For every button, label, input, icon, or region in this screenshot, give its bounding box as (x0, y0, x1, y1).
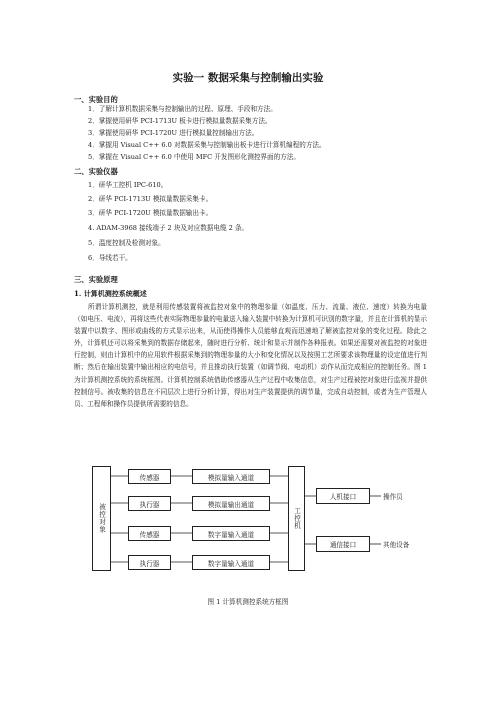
page-title: 实验一 数据采集与控制输出实验 (172, 72, 324, 84)
section-heading-purpose: 一、实验目的 (74, 95, 118, 104)
digital-channel-box: 数字量输入通道 (192, 555, 270, 570)
analog-input-channel-box: 模拟量输入通道 (192, 469, 270, 484)
sensor-box: 传感器 (128, 526, 171, 541)
purpose-item: 2．掌握使用研华 PCI-1713U 板卡进行模拟量数据采集方法。 (88, 117, 272, 125)
other-devices-label: 其他设备 (383, 541, 410, 549)
hmi-interface-box: 人机接口 (316, 488, 370, 504)
equipment-item: 2．研华 PCI-1713U 模拟量数据采集卡。 (88, 195, 213, 203)
subsection-heading: 1. 计算机测控系统概述 (74, 289, 147, 298)
section-heading-equipment: 二、实验仪器 (74, 167, 118, 176)
actuator-box: 执行器 (128, 555, 171, 570)
purpose-item: 5．掌握在 Visual C++ 6.0 中使用 MFC 开发图形化测控界面的方法。 (88, 153, 301, 161)
analog-output-channel-box: 模拟量输出通道 (192, 496, 270, 511)
equipment-item: 6．导线若干。 (88, 254, 132, 262)
sensor-box: 传感器 (128, 469, 171, 484)
digital-input-channel-box: 数字量输入通道 (192, 526, 270, 541)
equipment-item: 1．研华工控机 IPC-610。 (88, 181, 168, 189)
section-heading-principle: 三、实验原理 (74, 275, 118, 284)
purpose-item: 1．了解计算机数据采集与控制输出的过程、原理、手段和方法。 (88, 105, 277, 113)
equipment-item: 4. ADAM-3968 接线端子 2 块及对应数据电缆 2 条。 (88, 224, 249, 232)
figure-caption: 图 1 计算机测控系统方框图 (207, 598, 289, 606)
comm-interface-box: 通信接口 (316, 536, 370, 552)
operator-label: 操作员 (383, 493, 403, 501)
principle-paragraph: 所谓计算机测控，就是利用传感装置将被监控对象中的物理参量（如温度、压力、流量、液位、速度）转换为电量（如电压、电流），再将这些代表实际物理参量的电量送入输入装置中转换为计算机可识别的数字量，并且在计算机的显示装置中以数字、图形或曲线的方式显示出来，从而使得操作人员能够直观而迅速地了解被监控对象的变化过程。除此之外，计算机还可以将采集到的数据存储起来，随时进行分析、统计和显示并制作各种报表。如果还需要对被监控的对象进行控制，则由计算机中的应用软件根据采集到的物理参量的大小和变化情况以及按照工艺所要求该物理量的设定值进行判断；然后在输出装置中输出相应的电信号，并且推动执行装置（如调节阀、电动机）动作从而完成相应的控制任务。图 1 为计算机测控系统的系统框图。计算机控制系统借助传感器从生产过程中收集信息，对生产过程被控对象进行监视并提供控制信号。被收集的信息在不同层次上进行分析计算，得出对生产装置提供的调节量，完成自动控制，或者为生产管理人员、工程师和操作员提供所需要的信息。 (74, 303, 427, 408)
purpose-item: 4．掌握用 Visual C++ 6.0 对数据采集与控制输出板卡进行计算机编程的方法。 (88, 141, 326, 149)
purpose-item: 3．掌握使用研华 PCI-1720U 进行模拟量控制输出方法。 (88, 129, 259, 137)
equipment-item: 5．温度控制及检测对象。 (88, 239, 165, 247)
actuator-box: 执行器 (128, 496, 171, 511)
industrial-computer-box: 工控机 (288, 466, 305, 571)
controlled-object-box: 被控对象 (92, 466, 111, 571)
equipment-item: 3．研华 PCI-1720U 模拟量数据输出卡。 (88, 209, 213, 217)
